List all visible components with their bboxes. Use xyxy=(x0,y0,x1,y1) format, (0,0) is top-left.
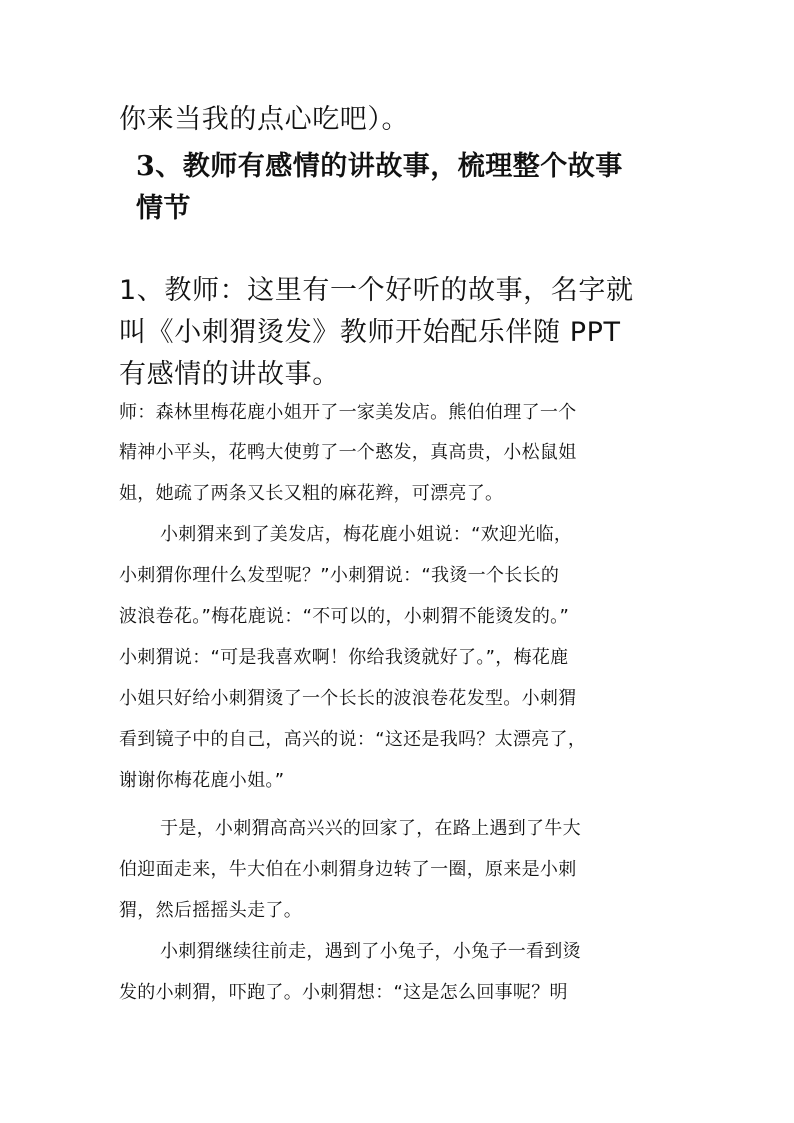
story-paragraph-2-line: 小刺猬来到了美发店，梅花鹿小姐说：“欢迎光临， xyxy=(160,524,573,545)
story-paragraph-2-line: 小姐只好给小刺猬烫了一个长长的波浪卷花发型。小刺猬 xyxy=(119,688,577,709)
story-paragraph-2-line: 小刺猬你理什么发型呢？”小刺猬说：“我烫一个长长的 xyxy=(119,565,560,586)
step-1-line-3: 有感情的讲故事。 xyxy=(119,359,340,390)
story-paragraph-2-line: 小刺猬说：“可是我喜欢啊！你给我烫就好了。”，梅花鹿 xyxy=(119,647,569,668)
story-paragraph-4-line: 发的小刺猬，吓跑了。小刺猬想：“这是怎么回事呢？明 xyxy=(119,982,568,1003)
story-paragraph-1-line: 师：森林里梅花鹿小姐开了一家美发店。熊伯伯理了一个 xyxy=(119,402,577,423)
story-paragraph-3-line: 于是，小刺猬高高兴兴的回家了，在路上遇到了牛大 xyxy=(160,818,581,839)
story-paragraph-3-line: 猬，然后摇摇头走了。 xyxy=(119,900,302,921)
story-paragraph-4-line: 小刺猬继续往前走，遇到了小兔子，小兔子一看到烫 xyxy=(160,941,581,962)
step-1-line-1: 1、教师：这里有一个好听的故事，名字就 xyxy=(119,275,634,306)
intro-line: 你来当我的点心吃吧）。 xyxy=(119,104,410,135)
section-heading-line-1: 3、教师有感情的讲故事，梳理整个故事 xyxy=(136,151,623,182)
story-paragraph-3-line: 伯迎面走来，牛大伯在小刺猬身边转了一圈，原来是小刺 xyxy=(119,859,577,880)
story-paragraph-2-line: 波浪卷花。”梅花鹿说：“不可以的，小刺猬不能烫发的。” xyxy=(119,606,570,627)
story-paragraph-2-line: 谢谢你梅花鹿小姐。” xyxy=(119,770,285,791)
story-paragraph-1-line: 精神小平头，花鸭大使剪了一个憨发，真高贵，小松鼠姐 xyxy=(119,442,577,463)
story-paragraph-2-line: 看到镜子中的自己，高兴的说：“这还是我吗？太漂亮了， xyxy=(119,729,587,750)
step-1-line-2: 叫《小刺猬烫发》教师开始配乐伴随 PPT xyxy=(119,317,621,348)
story-paragraph-1-line: 姐，她疏了两条又长又粗的麻花辫，可漂亮了。 xyxy=(119,483,504,504)
section-heading-line-2: 情节 xyxy=(136,193,191,224)
